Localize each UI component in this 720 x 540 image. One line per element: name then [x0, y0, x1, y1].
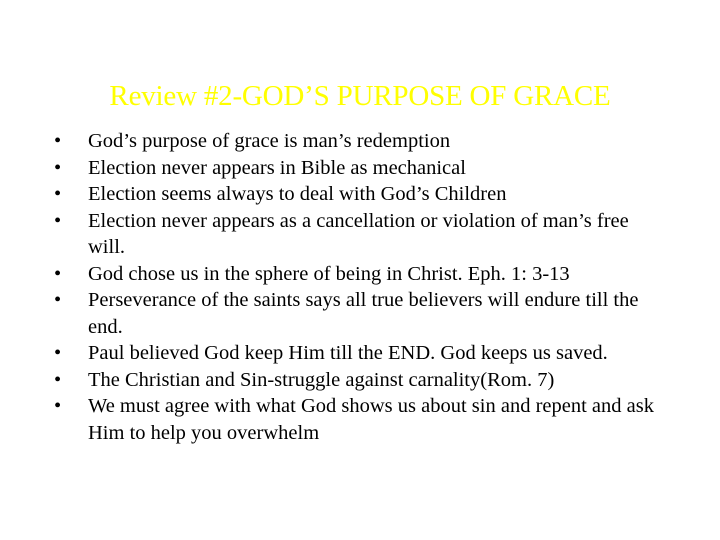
bullet-item	[54, 393, 654, 446]
bullet-text: Election seems always to deal with God’s Children	[88, 183, 507, 205]
bullet-item	[54, 128, 654, 155]
bullet-text: We must agree with what God shows us about sin and repent and ask Him to help you overwhelm	[88, 395, 654, 444]
bullet-item	[54, 181, 654, 208]
bullet-marker-icon: •	[54, 183, 62, 205]
bullet-item	[54, 261, 654, 288]
bullet-item	[54, 367, 654, 394]
bullet-marker-icon: •	[54, 395, 62, 417]
bullet-item	[54, 155, 654, 182]
bullet-marker-icon: •	[54, 368, 62, 391]
bullet-item	[54, 287, 654, 340]
bullet-text: Election never appears in Bible as mechanical	[88, 156, 466, 179]
bullet-marker-icon: •	[54, 156, 62, 179]
bullet-marker-icon: •	[54, 209, 62, 232]
bullet-item	[54, 208, 654, 261]
bullet-text: Perseverance of the saints says all true believers will endure till the end.	[88, 289, 639, 338]
bullet-marker-icon: •	[54, 289, 62, 311]
bullet-item	[54, 340, 654, 367]
bullet-text: God’s purpose of grace is man’s redemption	[88, 130, 451, 152]
bullet-marker-icon: •	[54, 342, 62, 364]
bullet-text: The Christian and Sin-struggle against carnality(Rom. 7)	[88, 368, 555, 391]
bullet-text: Election never appears as a cancellation or violation of man’s free will.	[88, 209, 629, 258]
bullet-marker-icon: •	[54, 130, 62, 152]
bullet-marker-icon: •	[54, 262, 62, 285]
bullet-list	[54, 128, 654, 446]
bullet-text: Paul believed God keep Him till the END. God keeps us saved.	[88, 342, 608, 364]
bullet-text: God chose us in the sphere of being in Christ. Eph. 1: 3-13	[88, 262, 570, 285]
slide-title: Review #2-GOD’S PURPOSE OF GRACE	[109, 80, 611, 112]
